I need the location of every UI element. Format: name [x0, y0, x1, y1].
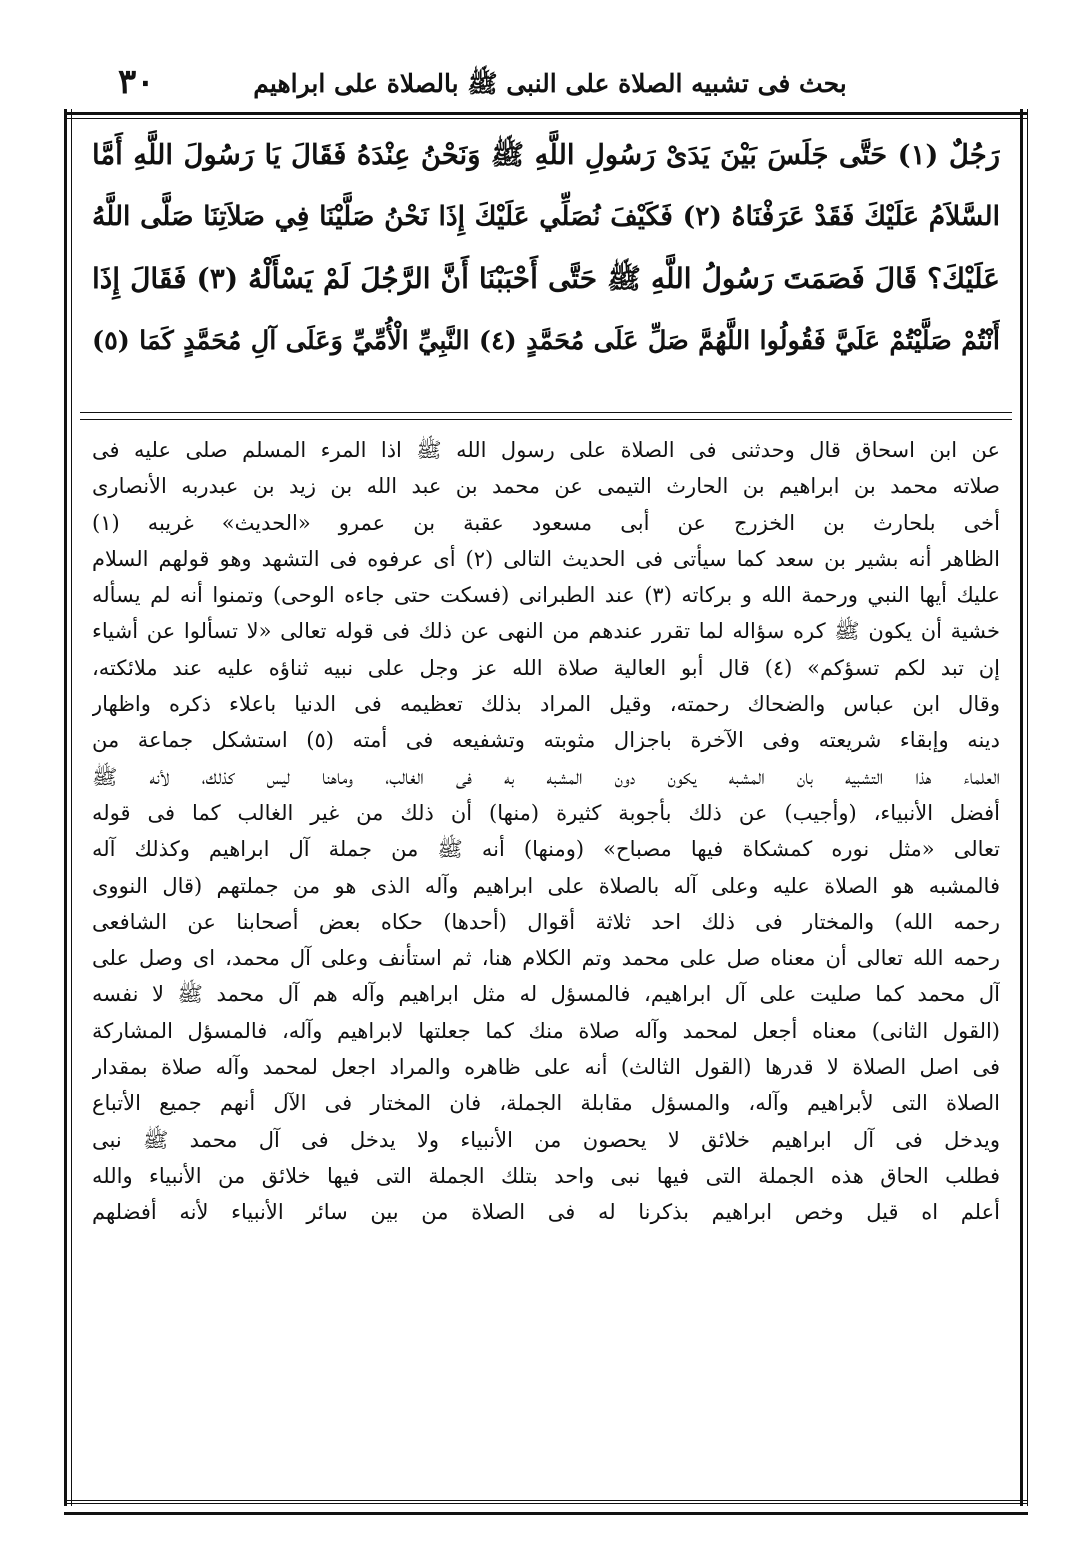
commentary-line: رحمه الله تعالى أن معناه صل على محمد وتم الكلام هنا، ثم استأنف وعلى آل محمد، اى وصل على	[92, 946, 1000, 971]
hadith-line: رَجُلٌ (١) حَتَّى جَلَسَ بَيْنَ يَدَىْ رَسُولِ اللَّهِ ﷺ وَنَحْنُ عِنْدَهُ فَقَالَ يَا رَسُولَ اللَّهِ أَمَّا	[92, 139, 1000, 171]
commentary-line: رحمه الله) والمختار فى ذلك احد ثلاثة أقوال (أحدها) حكاه بعض أصحابنا عن الشافعى	[92, 909, 1000, 934]
commentary-line: دينه وإبقاء شريعته وفى الآخرة باجزال مثوبته وتشفيعه فى أمته (٥) استشكل جماعة من	[92, 728, 1000, 753]
commentary-line: عليك أيها النبي ورحمة الله و بركاته (٣) عند الطبرانى (فسكت حتى جاءه الوحى) وتمنوا أنه لم يسأله	[92, 583, 1000, 608]
commentary-block	[92, 432, 1000, 1231]
page-number: ٣٠	[118, 62, 155, 102]
commentary-line: خشية أن يكون ﷺ كره سؤاله لما تقرر عندهم من النهى عن ذلك فى قوله تعالى «لا تسألوا عن أشياء	[92, 619, 1000, 644]
commentary-line: تعالى «مثل نوره كمشكاة فيها مصباح» (ومنها) أنه ﷺ من جملة آل ابراهيم وكذلك آله	[92, 837, 1000, 862]
frame-inner-rule	[64, 118, 1028, 119]
running-title: بحث فى تشبيه الصلاة على النبى ﷺ بالصلاة على ابراهيم	[253, 69, 847, 98]
commentary-line: الصلاة التى لأبراهيم وآله، والمسؤل مقابلة الجملة، فان المختار فى الآل أنهم جميع الأتباع	[92, 1091, 1000, 1116]
commentary-line: إن تبد لكم تسؤكم» (٤) قال أبو العالية صلاة الله عز وجل على نبيه ثناؤه عليه عند ملائكته،	[92, 655, 1000, 680]
commentary-line: العلماء هذا التشبيه بان المشبه يكون دون المشبه به فى الغالب، وماهنا ليس كذلك، لأنه ﷺ	[92, 764, 1000, 789]
commentary-line: الظاهر أنه بشير بن سعد كما سيأتى فى الحديث التالى (٢) أى عرفوه فى التشهد وهو قولهم السلام	[92, 546, 1000, 571]
commentary-line: أعلم اه قيل وخص ابراهيم بذكرنا له فى الصلاة من بين سائر الأنبياء لأنه أفضلهم	[92, 1200, 1000, 1225]
commentary-line: عن ابن اسحاق قال وحدثنى فى الصلاة على رسول الله ﷺ اذا المرء المسلم صلى عليه فى	[92, 438, 1000, 462]
hadith-line: أَنْتُمْ صَلَّيْتُمْ عَلَيَّ فَقُولُوا اللَّهُمَّ صَلِّ عَلَى مُحَمَّدٍ (٤) النَّبِيِّ الْأُمِّيِّ وَعَلَى آلِ مُحَمَّدٍ كَمَا (٥)	[92, 326, 1000, 356]
hadith-line: السَّلاَمُ عَلَيْكَ فَقَدْ عَرَفْنَاهُ (٢) فَكَيْفَ نُصَلِّي عَلَيْكَ إِذَا نَحْنُ صَلَّيْنَا فِي صَلاَتِنَا صَلَّى اللَّهُ	[92, 201, 1000, 232]
bottom-rule	[64, 1512, 1028, 1515]
commentary-line: ويدخل فى آل ابراهيم خلائق لا يحصون من الأنبياء ولا يدخل فى آل محمد ﷺ نبى	[92, 1127, 1000, 1152]
commentary-line: وقال ابن عباس والضحاك رحمته، وقيل المراد بذلك تعظيمه فى الدنيا باعلاء ذكره واظهار	[92, 692, 1000, 717]
section-separator	[80, 412, 1012, 420]
commentary-line: أفضل الأنبياء، (وأجيب) عن ذلك بأجوبة كثيرة (منها) أن ذلك من غير الغالب كما فى قوله	[92, 800, 1000, 825]
commentary-line: فطلب الحاق هذه الجملة التى فيها نبى واحد بتلك الجملة التى فيها خلائق من الأنبياء والله	[92, 1163, 1000, 1188]
commentary-line: فى اصل الصلاة لا قدرها (القول الثالث) أنه على ظاهره والمراد اجعل لمحمد وآله صلاة بمقدار	[92, 1055, 1000, 1080]
hadith-line: عَلَيْكَ؟ قَالَ فَصَمَتَ رَسُولُ اللَّهِ ﷺ حَتَّى أَحْبَبْنَا أَنَّ الرَّجُلَ لَمْ يَسْأَلْهُ (٣) فَقَالَ إِذَا	[92, 262, 1000, 295]
commentary-line: آل محمد كما صليت على آل ابراهيم، فالمسؤل له مثل ابراهيم وآله هم آل محمد ﷺ لا نفسه	[92, 982, 1000, 1007]
hadith-text-block	[92, 124, 1000, 372]
commentary-line: فالمشبه هو الصلاة عليه وعلى آله بالصلاة على ابراهيم وآله الذى هو من جملتهم (قال النووى	[92, 873, 1000, 898]
commentary-line: (القول الثانى) معناه أجعل لمحمد وآله صلاة منك كما جعلتها لابراهيم وآله، فالمسؤل المشاركة	[92, 1018, 1000, 1043]
commentary-line: أخى بلحارث بن الخزرج عن أبى مسعود عقبة بن عمرو «الحديث» غريبه (١)	[92, 510, 1000, 535]
commentary-line: صلاته محمد بن ابراهيم بن الحارث التيمى عن محمد بن عبد الله بن زيد بن عبدربه الأنصارى	[92, 474, 1000, 499]
